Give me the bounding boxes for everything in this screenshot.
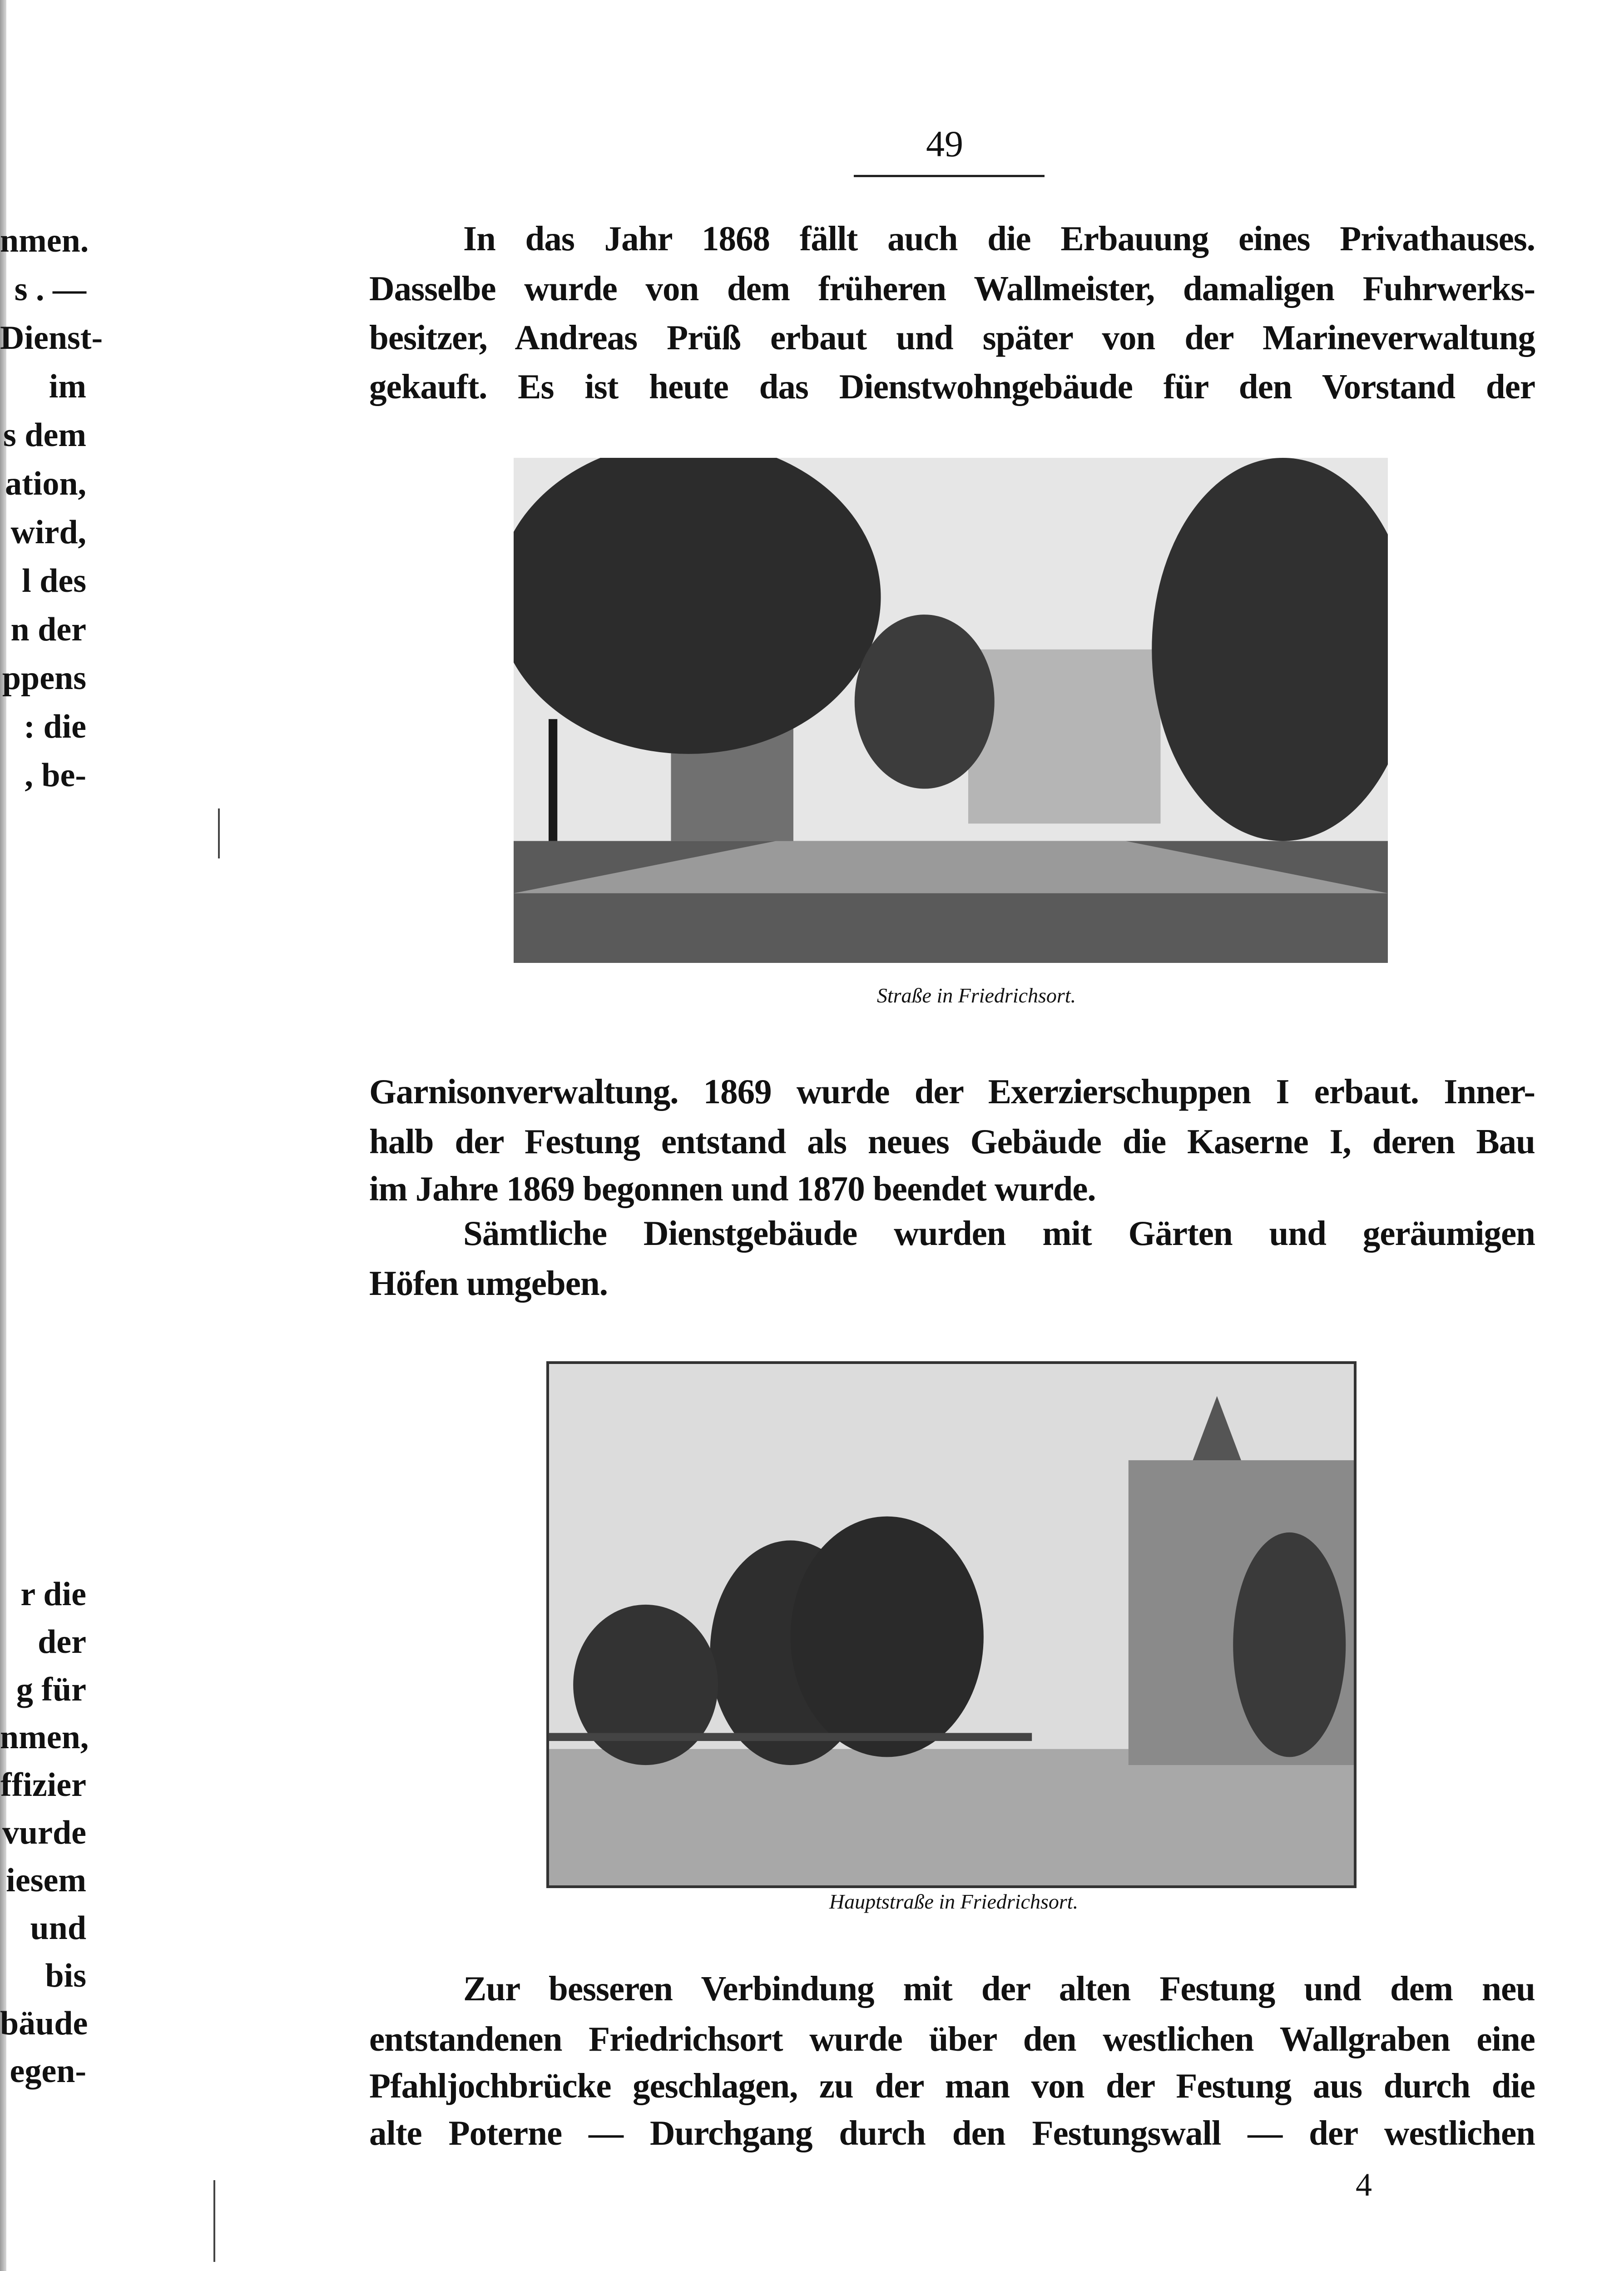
page-number: 49 [926,123,963,164]
signature-mark: 4 [1356,2167,1372,2203]
facing-page-fragment: g für [16,1671,86,1708]
page-number-rule [854,175,1045,177]
facing-page-fragment: der [38,1623,86,1661]
text-line: im Jahre 1869 begonnen und 1870 beendet wurde. [369,1169,1096,1208]
text-line: Garnisonverwaltung. 1869 wurde der Exerzierschuppen I erbaut. Inner- [369,1072,1535,1111]
text-line: Pfahljochbrücke geschlagen, zu der man von der Festung aus durch die [369,2066,1535,2105]
facing-page-fragment: l des [22,562,86,600]
facing-page-fragment: Dienst- [0,319,103,357]
facing-page-fragment: nmen, [0,1719,89,1756]
text-line: entstandenen Friedrichsort wurde über den westlichen Wallgraben eine [369,2019,1535,2058]
facing-page-fragment: im [49,368,86,405]
text-line: Zur besseren Verbindung mit der alten Festung und dem neu [463,1969,1535,2008]
facing-page-fragment: ation, [5,465,86,502]
facing-page-fragment: egen- [10,2053,86,2090]
facing-page-fragment: vurde [2,1814,86,1851]
facing-page-fragment: n der [10,611,86,648]
text-line: Dasselbe wurde von dem früheren Wallmeister, damaligen Fuhrwerks- [369,269,1535,308]
facing-page-fragment: wird, [10,514,86,551]
figure-2-caption: Hauptstraße in Friedrichsort. [829,1890,1079,1913]
photo-main-street-friedrichsort [546,1361,1357,1888]
text-line: halb der Festung entstand als neues Gebäude die Kaserne I, deren Bau [369,1122,1535,1161]
facing-page-fragment: und [30,1909,86,1947]
text-line: In das Jahr 1868 fällt auch die Erbauung eines Privathauses. [463,219,1535,258]
text-line: besitzer, Andreas Prüß erbaut und später von der Marineverwaltung [369,318,1535,357]
text-line: alte Poterne — Durchgang durch den Festungswall — der westlichen [369,2113,1535,2152]
figure-1-caption: Straße in Friedrichsort. [876,984,1076,1007]
photo-street-friedrichsort [514,458,1388,963]
facing-page-fragment: r die [20,1576,86,1613]
facing-page-fragment: : die [24,708,86,745]
facing-page-fragment: s . — [14,271,86,308]
gutter-mark [213,2180,215,2262]
text-line: Höfen umgeben. [369,1264,608,1303]
gutter-mark [218,808,220,858]
facing-page-fragment: ppens [2,659,86,697]
text-line: gekauft. Es ist heute das Dienstwohngebäude für den Vorstand der [369,367,1535,406]
facing-page-fragment: bäude [0,2005,88,2042]
facing-page-fragment: ffizier [0,1766,86,1804]
facing-page-fragment: iesem [6,1862,86,1899]
facing-page-fragment: bis [45,1957,86,1994]
facing-page-fragment: s dem [3,417,86,454]
facing-page-fragment: nmen. [0,222,89,259]
text-line: Sämtliche Dienstgebäude wurden mit Gärten und geräumigen [463,1214,1535,1253]
facing-page-fragment: , be- [25,757,86,794]
